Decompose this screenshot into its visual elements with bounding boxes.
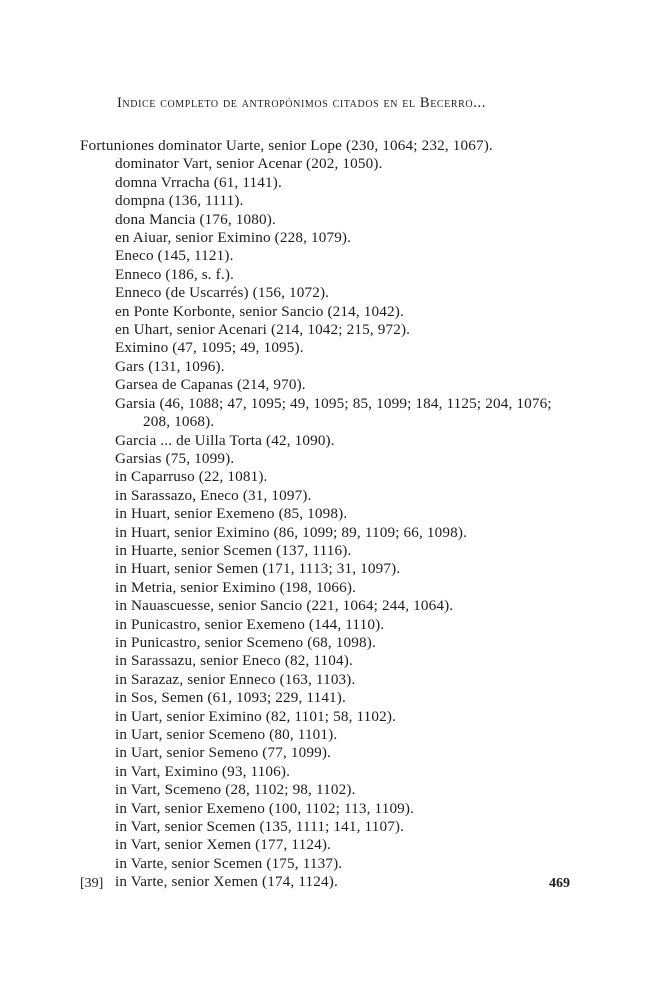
index-entry: in Sos, Semen (61, 1093; 229, 1141). bbox=[115, 689, 346, 707]
running-head: Indice completo de antropónimos citados en el Becerro... bbox=[117, 95, 486, 111]
index-entry: Garsia (46, 1088; 47, 1095; 49, 1095; 85, 1099; 184, 1125; 204, 1076; 208, 1068). bbox=[115, 394, 552, 431]
index-entry: dominator Vart, senior Acenar (202, 1050). bbox=[115, 155, 383, 173]
index-entry: domna Vrracha (61, 1141). bbox=[115, 173, 282, 191]
index-entries bbox=[80, 137, 580, 892]
index-entry: in Punicastro, senior Scemeno (68, 1098). bbox=[115, 633, 376, 651]
index-entry: in Huarte, senior Scemen (137, 1116). bbox=[115, 541, 352, 559]
index-entry: in Huart, senior Semen (171, 1113; 31, 1097). bbox=[115, 560, 401, 578]
index-entry: in Vart, Eximino (93, 1106). bbox=[115, 762, 291, 780]
index-entry-head: Fortuniones dominator Uarte, senior Lope (230, 1064; 232, 1067). bbox=[80, 137, 493, 154]
index-entry: en Uhart, senior Acenari (214, 1042; 215, 972). bbox=[115, 321, 411, 339]
index-entry: in Uart, senior Eximino (82, 1101; 58, 1102). bbox=[115, 707, 397, 725]
index-entry: Eximino (47, 1095; 49, 1095). bbox=[115, 339, 304, 357]
index-entry: in Nauascuesse, senior Sancio (221, 1064; 244, 1064). bbox=[115, 597, 454, 615]
index-entry: in Varte, senior Scemen (175, 1137). bbox=[115, 854, 343, 872]
index-entry: in Sarassazu, senior Eneco (82, 1104). bbox=[115, 652, 353, 670]
index-entry: en Ponte Korbonte, senior Sancio (214, 1042). bbox=[115, 302, 404, 320]
index-entry: in Varte, senior Xemen (174, 1124). bbox=[115, 873, 338, 891]
index-entry: in Huart, senior Eximino (86, 1099; 89, 1109; 66, 1098). bbox=[115, 523, 468, 541]
index-entry: in Vart, Scemeno (28, 1102; 98, 1102). bbox=[115, 781, 356, 799]
index-entry: in Punicastro, senior Exemeno (144, 1110). bbox=[115, 615, 385, 633]
index-entry: Enneco (186, s. f.). bbox=[115, 265, 234, 283]
index-entry: in Uart, senior Semeno (77, 1099). bbox=[115, 744, 331, 762]
index-entry: Garsea de Capanas (214, 970). bbox=[115, 376, 306, 394]
index-entry: in Vart, senior Scemen (135, 1111; 141, 1107). bbox=[115, 818, 405, 836]
index-entry: in Caparruso (22, 1081). bbox=[115, 468, 268, 486]
footer-reference: [39] bbox=[80, 876, 104, 891]
index-entry: in Metria, senior Eximino (198, 1066). bbox=[115, 578, 357, 596]
index-entry: in Vart, senior Xemen (177, 1124). bbox=[115, 836, 331, 854]
index-entry: in Vart, senior Exemeno (100, 1102; 113, 1109). bbox=[115, 799, 415, 817]
index-entry: dompna (136, 1111). bbox=[115, 192, 244, 210]
index-entry: Garcia ... de Uilla Torta (42, 1090). bbox=[115, 431, 335, 449]
index-entry: in Sarassazo, Eneco (31, 1097). bbox=[115, 486, 312, 504]
index-entry: Gars (131, 1096). bbox=[115, 357, 225, 375]
index-entry: in Uart, senior Scemeno (80, 1101). bbox=[115, 726, 338, 743]
index-entry: Eneco (145, 1121). bbox=[115, 247, 234, 265]
index-entry: Enneco (de Uscarrés) (156, 1072). bbox=[115, 284, 330, 302]
page-number: 469 bbox=[549, 876, 570, 891]
index-entry: Garsias (75, 1099). bbox=[115, 449, 235, 467]
index-entry: in Sarazaz, senior Enneco (163, 1103). bbox=[115, 670, 356, 688]
index-entry: dona Mancia (176, 1080). bbox=[115, 210, 276, 228]
index-entry: en Aiuar, senior Eximino (228, 1079). bbox=[115, 229, 352, 247]
index-entry: in Huart, senior Exemeno (85, 1098). bbox=[115, 505, 348, 523]
